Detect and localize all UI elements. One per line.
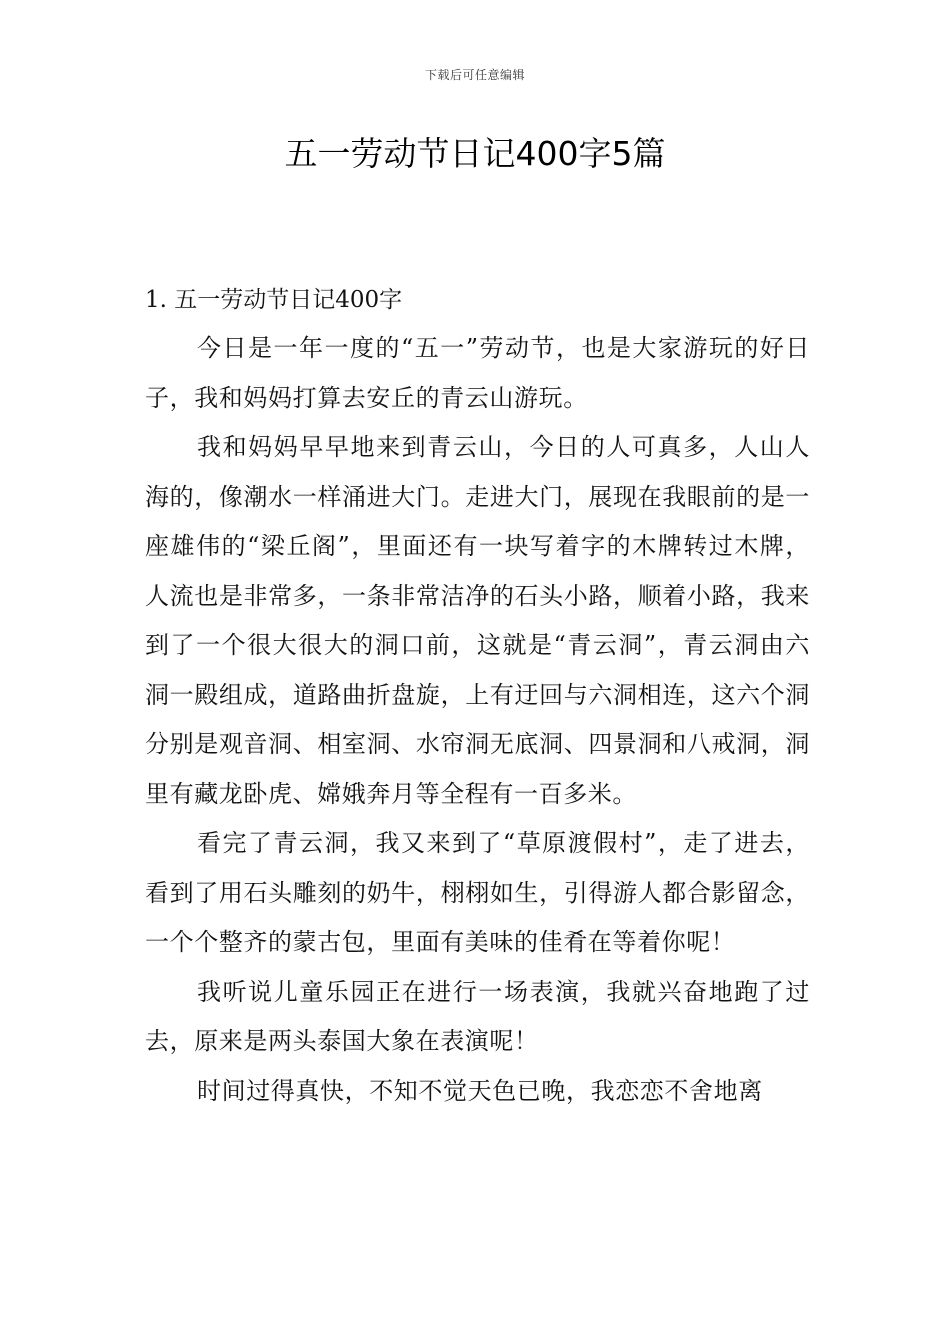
paragraph: 我和妈妈早早地来到青云山，今日的人可真多，人山人海的，像潮水一样涌进大门。走进大门，展现在我眼前的是一座雄伟的“梁丘阁”，里面还有一块写着字的木牌转过木牌，人流也是非常多，一条非常洁净的石头小路，顺着小路，我来到了一个很大很大的洞口前，这就是“青云洞”，青云洞由六洞一殿组成，道路曲折盘旋，上有迂回与六洞相连，这六个洞分别是观音洞、相室洞、水帘洞无底洞、四景洞和八戒洞，洞里有藏龙卧虎、嫦娥奔月等全程有一百多米。 — [145, 433, 810, 808]
paragraph: 今日是一年一度的“五一”劳动节，也是大家游玩的好日子，我和妈妈打算去安丘的青云山游玩。 — [145, 334, 810, 412]
paragraph: 我听说儿童乐园正在进行一场表演，我就兴奋地跑了过去，原来是两头泰国大象在表演呢！ — [145, 977, 810, 1055]
header-note: 下载后可任意编辑 — [424, 68, 525, 82]
document-body — [145, 282, 810, 1116]
section-heading: 1. 五一劳动节日记400字 — [145, 287, 403, 313]
page-title: 五一劳动节日记400字5篇 — [284, 134, 666, 173]
paragraph: 时间过得真快，不知不觉天色已晚，我恋恋不舍地离 — [197, 1076, 763, 1105]
paragraph: 看完了青云洞，我又来到了“草原渡假村”，走了进去，看到了用石头雕刻的奶牛，栩栩如生，引得游人都合影留念，一个个整齐的蒙古包，里面有美味的佳肴在等着你呢！ — [145, 829, 810, 956]
